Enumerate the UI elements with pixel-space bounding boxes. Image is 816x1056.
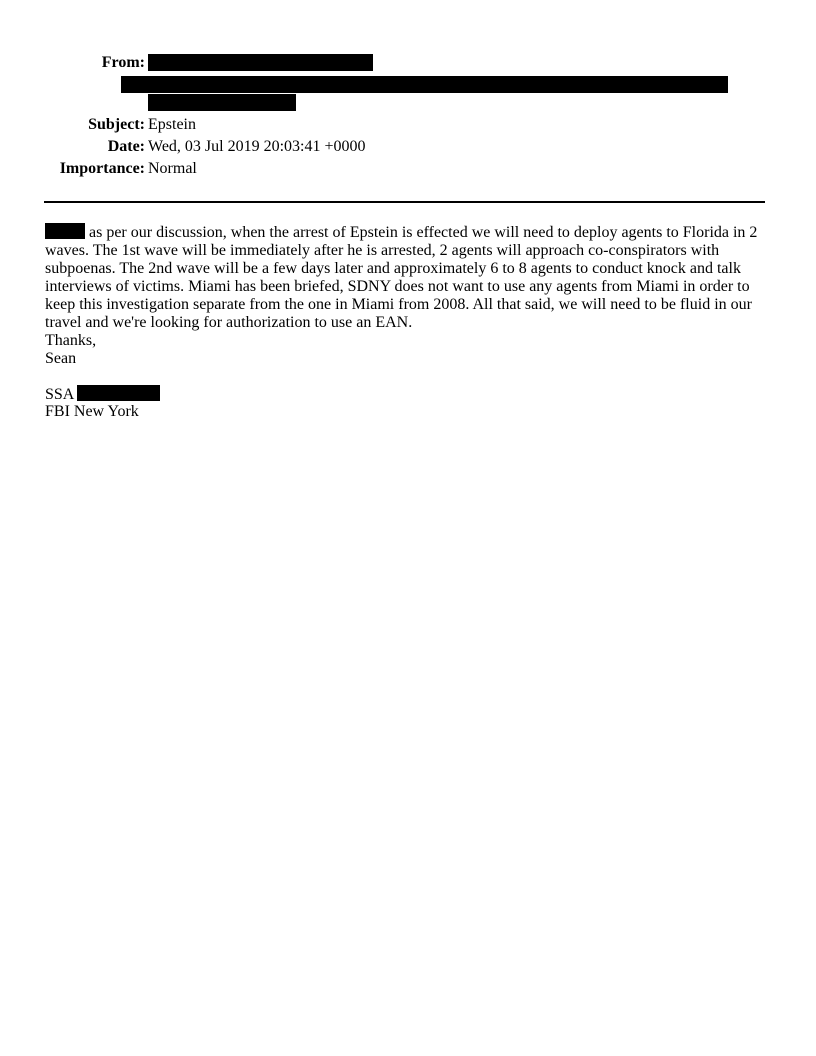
subject-row <box>0 115 145 135</box>
redacted-from-sender <box>148 54 373 71</box>
header-divider <box>44 201 765 203</box>
redacted-recipient-name <box>45 223 85 239</box>
importance-value: Normal <box>148 160 197 177</box>
body-line-5: keep this investigation separate from the one in Miami from 2008. All that said, we will need to be fluid in our <box>45 296 752 313</box>
date-value: Wed, 03 Jul 2019 20:03:41 +0000 <box>148 138 366 155</box>
body-line-6: travel and we're looking for authorization to use an EAN. <box>45 314 413 331</box>
importance-label: Importance: <box>59 160 145 177</box>
from-row <box>0 53 145 73</box>
redacted-from-line-3 <box>148 94 296 111</box>
body-line-1 <box>45 223 765 242</box>
subject-label: Subject: <box>88 116 145 133</box>
from-label: From: <box>101 54 145 71</box>
body-line-2: waves. The 1st wave will be immediately after he is arrested, 2 agents will approach co-conspirators with <box>45 242 720 259</box>
email-body <box>45 223 765 368</box>
body-line-3: subpoenas. The 2nd wave will be a few days later and approximately 6 to 8 agents to conduct knock and talk <box>45 260 741 277</box>
sender-first-name: Sean <box>45 350 77 367</box>
date-row <box>0 137 145 157</box>
redacted-signature-name <box>77 385 160 401</box>
signature-title-line <box>45 385 160 403</box>
subject-value: Epstein <box>148 116 196 133</box>
body-line-1-text: as per our discussion, when the arrest of Epstein is effected we will need to deploy agents to Florida in 2 <box>89 224 758 241</box>
closing-line: Thanks, <box>45 332 97 349</box>
importance-row <box>0 159 145 179</box>
date-label: Date: <box>107 138 145 155</box>
body-line-4: interviews of victims. Miami has been briefed, SDNY does not want to use any agents from Miami in order to <box>45 278 750 295</box>
signature-office: FBI New York <box>45 403 139 420</box>
redacted-from-line-2 <box>121 76 728 93</box>
signature-title: SSA <box>45 386 74 403</box>
signature-block <box>45 385 160 421</box>
